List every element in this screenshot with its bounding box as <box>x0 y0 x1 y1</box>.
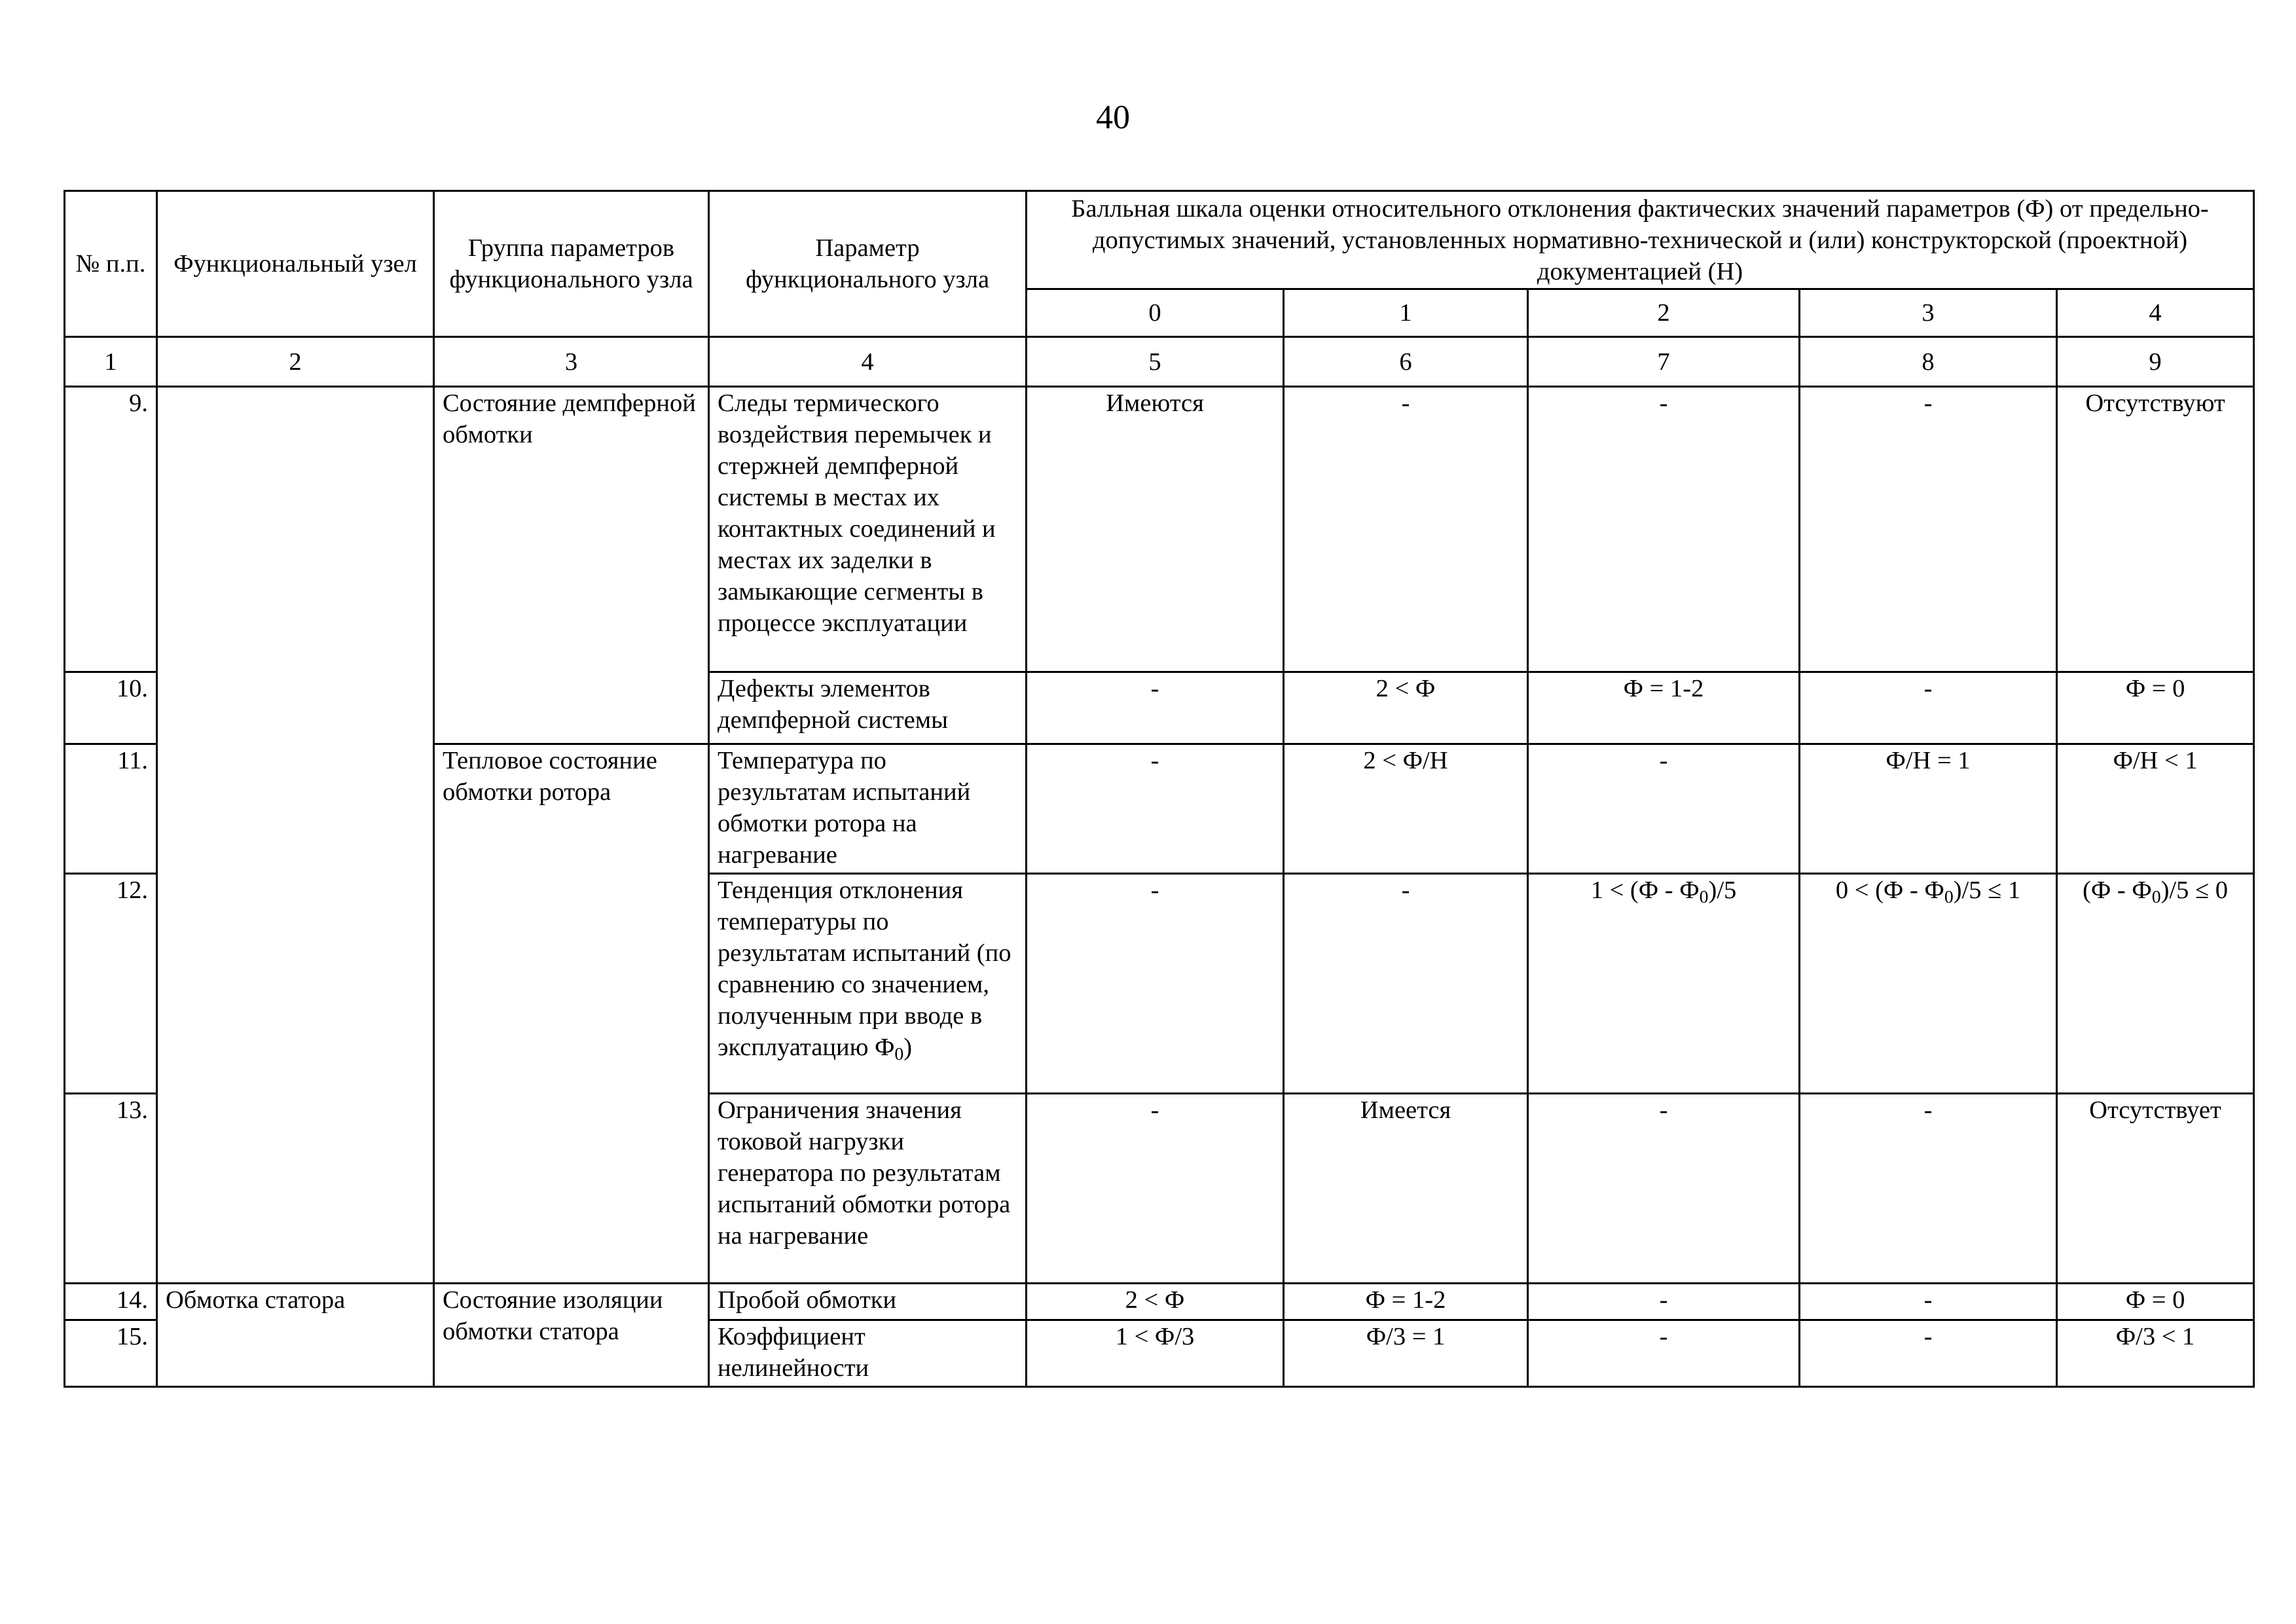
group-cell-damper: Состояние демпферной обмотки <box>434 387 709 744</box>
score-cell: - <box>1528 1320 1800 1387</box>
group-cell-thermal: Тепловое состояние обмотки ротора <box>434 744 709 1284</box>
header-row <box>65 191 2254 289</box>
formula-post: )/5 ≤ 0 <box>2160 876 2228 904</box>
header-score-3: 3 <box>1800 289 2057 337</box>
score-cell: - <box>1284 874 1528 1094</box>
score-cell: 2 < Ф <box>1027 1284 1284 1320</box>
score-cell: - <box>1528 1284 1800 1320</box>
param-cell <box>709 874 1027 1094</box>
subscript: 0 <box>894 1043 904 1064</box>
score-cell: Имеются <box>1027 387 1284 672</box>
score-cell <box>2057 874 2254 1094</box>
column-number: 8 <box>1800 337 2057 387</box>
formula-post: )/5 ≤ 1 <box>1953 876 2021 904</box>
node-cell-stator: Обмотка статора <box>157 1284 434 1387</box>
column-number: 4 <box>709 337 1027 387</box>
header-param: Параметр функционального узла <box>709 191 1027 337</box>
table-row <box>65 387 2254 672</box>
score-cell: - <box>1027 874 1284 1094</box>
column-number: 9 <box>2057 337 2254 387</box>
score-cell: - <box>1528 1094 1800 1284</box>
score-cell: - <box>1528 387 1800 672</box>
score-cell: - <box>1800 1284 2057 1320</box>
param-cell: Температура по результатам испытаний обмотки ротора на нагревание <box>709 744 1027 874</box>
formula-post: )/5 <box>1708 876 1737 904</box>
page-number: 40 <box>1096 99 1130 136</box>
node-cell-rotor <box>157 387 434 1284</box>
score-cell: - <box>1027 744 1284 874</box>
score-cell: - <box>1027 1094 1284 1284</box>
header-score-1: 1 <box>1284 289 1528 337</box>
score-cell: - <box>1800 672 2057 744</box>
score-cell: Имеется <box>1284 1094 1528 1284</box>
row-number: 15. <box>65 1320 157 1387</box>
column-number: 6 <box>1284 337 1528 387</box>
assessment-table <box>64 190 2255 1388</box>
param-cell: Ограничения значения токовой нагрузки генератора по результатам испытаний обмотки ротора на нагревание <box>709 1094 1027 1284</box>
row-number: 12. <box>65 874 157 1094</box>
header-score-2: 2 <box>1528 289 1800 337</box>
column-number: 2 <box>157 337 434 387</box>
row-number: 9. <box>65 387 157 672</box>
score-cell: Ф = 1-2 <box>1528 672 1800 744</box>
score-cell: - <box>1284 387 1528 672</box>
score-cell: - <box>1528 744 1800 874</box>
param-cell: Следы термического воздействия перемычек и стержней демпферной системы в местах их контактных соединений и местах их заделки в замыкающие сегменты в процессе эксплуатации <box>709 387 1027 672</box>
subscript: 0 <box>1944 886 1954 907</box>
formula-pre: 0 < (Ф - Ф <box>1835 876 1944 904</box>
score-cell: 1 < Ф/3 <box>1027 1320 1284 1387</box>
score-cell: Отсутствуют <box>2057 387 2254 672</box>
score-cell <box>1800 874 2057 1094</box>
formula-pre: 1 < (Ф - Ф <box>1590 876 1700 904</box>
score-cell: - <box>1800 1320 2057 1387</box>
score-cell: Ф = 0 <box>2057 672 2254 744</box>
header-score-4: 4 <box>2057 289 2254 337</box>
score-cell: 2 < Ф <box>1284 672 1528 744</box>
column-number: 5 <box>1027 337 1284 387</box>
row-number: 10. <box>65 672 157 744</box>
column-number: 3 <box>434 337 709 387</box>
score-cell: Ф/Н < 1 <box>2057 744 2254 874</box>
param-text: Тенденция отклонения температуры по результатам испытаний (по сравнению со значением, полученным при вводе в эксплуатацию Ф <box>718 876 1011 1061</box>
score-cell: Ф = 0 <box>2057 1284 2254 1320</box>
row-number: 13. <box>65 1094 157 1284</box>
header-num: № п.п. <box>65 191 157 337</box>
score-cell: Ф/Н = 1 <box>1800 744 2057 874</box>
score-cell: Ф/3 < 1 <box>2057 1320 2254 1387</box>
header-node: Функциональный узел <box>157 191 434 337</box>
score-cell: 2 < Ф/Н <box>1284 744 1528 874</box>
score-cell <box>1528 874 1800 1094</box>
header-score-0: 0 <box>1027 289 1284 337</box>
header-group: Группа параметров функционального узла <box>434 191 709 337</box>
column-number: 1 <box>65 337 157 387</box>
column-number: 7 <box>1528 337 1800 387</box>
row-number: 11. <box>65 744 157 874</box>
param-cell: Коэффициент нелинейности <box>709 1320 1027 1387</box>
row-number: 14. <box>65 1284 157 1320</box>
score-cell: Ф/3 = 1 <box>1284 1320 1528 1387</box>
score-cell: Отсутствует <box>2057 1094 2254 1284</box>
param-cell: Дефекты элементов демпферной системы <box>709 672 1027 744</box>
group-cell-insulation: Состояние изоляции обмотки статора <box>434 1284 709 1387</box>
score-cell: - <box>1800 387 2057 672</box>
param-text-end: ) <box>903 1034 913 1061</box>
subscript: 0 <box>2151 886 2161 907</box>
score-cell: - <box>1027 672 1284 744</box>
param-cell: Пробой обмотки <box>709 1284 1027 1320</box>
header-scale-title: Балльная шкала оценки относительного отклонения фактических значений параметров (Ф) от предельно-допустимых значений, установленных нормативно-технической и (или) конструкторской (проектной) документацией (Н) <box>1027 191 2254 289</box>
score-cell: - <box>1800 1094 2057 1284</box>
column-numbers-row <box>65 337 2254 387</box>
formula-pre: (Ф - Ф <box>2083 876 2152 904</box>
table-row <box>65 1284 2254 1320</box>
subscript: 0 <box>1699 886 1709 907</box>
score-cell: Ф = 1-2 <box>1284 1284 1528 1320</box>
